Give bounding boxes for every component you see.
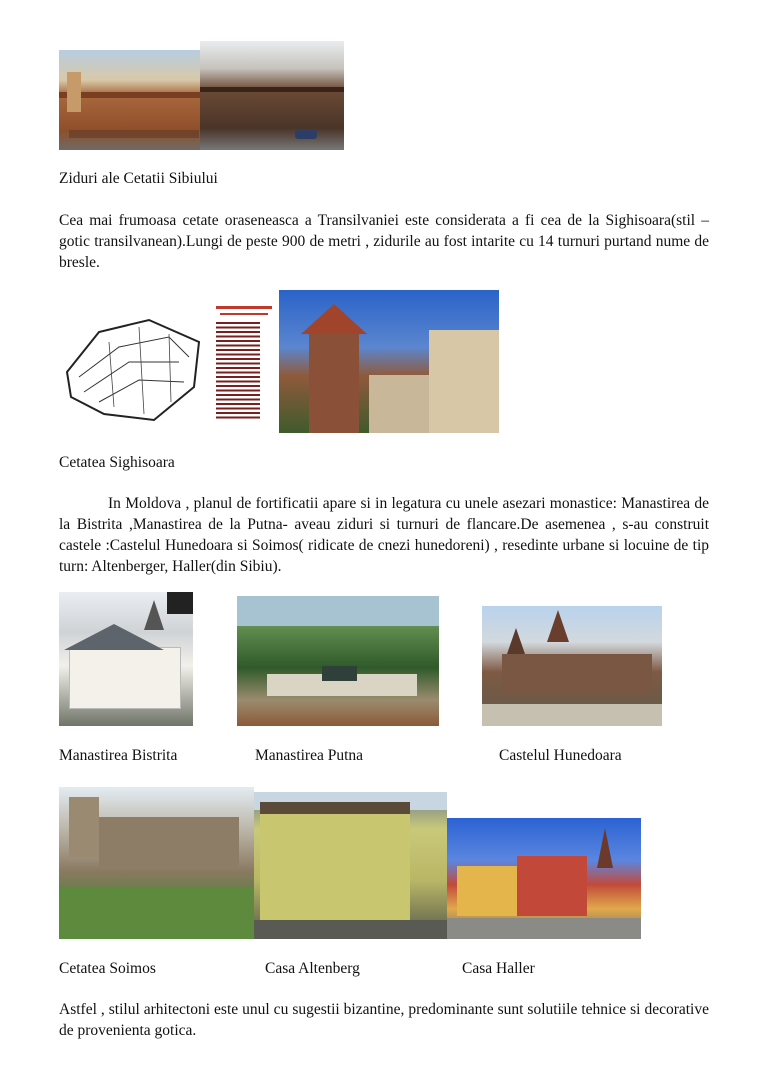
map-sketch-icon <box>59 302 209 430</box>
paragraph-conclusion: Astfel , stilul arhitectoni este unul cu sugestii bizantine, predominante sunt solutiile tehnice si decorative de provenienta gotica. <box>59 1001 709 1039</box>
paragraph-moldova: In Moldova , planul de fortificatii apare si in legatura cu unele asezari monastice: Manastirea de la Bistrita ,Manastirea de la Putna- aveau ziduri si turnuri de flancare.De asemenea , s-au construit castele :Castelul Hunedoara si Soimos( ridicate de cnezi hunedoreni) , resedinte urbane si locuine de tip turn: Altenberger, Haller(din Sibiu). <box>59 495 709 575</box>
haller-house-photo <box>447 818 641 939</box>
caption-hunedoara: Castelul Hunedoara <box>499 747 622 764</box>
caption-altenberg: Casa Altenberg <box>265 960 360 977</box>
caption-haller: Casa Haller <box>462 960 535 977</box>
bistrita-monastery-photo <box>59 592 193 726</box>
sighisoara-map-image <box>59 302 209 430</box>
hunedoara-castle-photo <box>482 606 662 726</box>
sibiu-walls-photo-1 <box>59 50 200 150</box>
altenberg-house-photo <box>254 792 447 939</box>
sighisoara-tower-photo <box>279 290 499 433</box>
putna-monastery-photo <box>237 596 439 726</box>
caption-bistrita: Manastirea Bistrita <box>59 747 178 764</box>
caption-sibiu-walls: Ziduri ale Cetatii Sibiului <box>59 170 218 187</box>
soimos-citadel-photo <box>59 787 254 939</box>
caption-putna: Manastirea Putna <box>255 747 364 764</box>
paragraph-sighisoara: Cea mai frumoasa cetate oraseneasca a Transilvaniei este considerata a fi cea de la Sighisoara(stil – gotic transilvanean).Lungi de peste 900 de metri , zidurile au fost intarite cu 14 turnuri purtand nume de bresle. <box>59 212 709 271</box>
caption-sighisoara: Cetatea Sighisoara <box>59 454 175 471</box>
sibiu-walls-photo-2 <box>200 41 344 150</box>
sighisoara-map-legend <box>210 302 278 424</box>
caption-soimos: Cetatea Soimos <box>59 960 156 977</box>
